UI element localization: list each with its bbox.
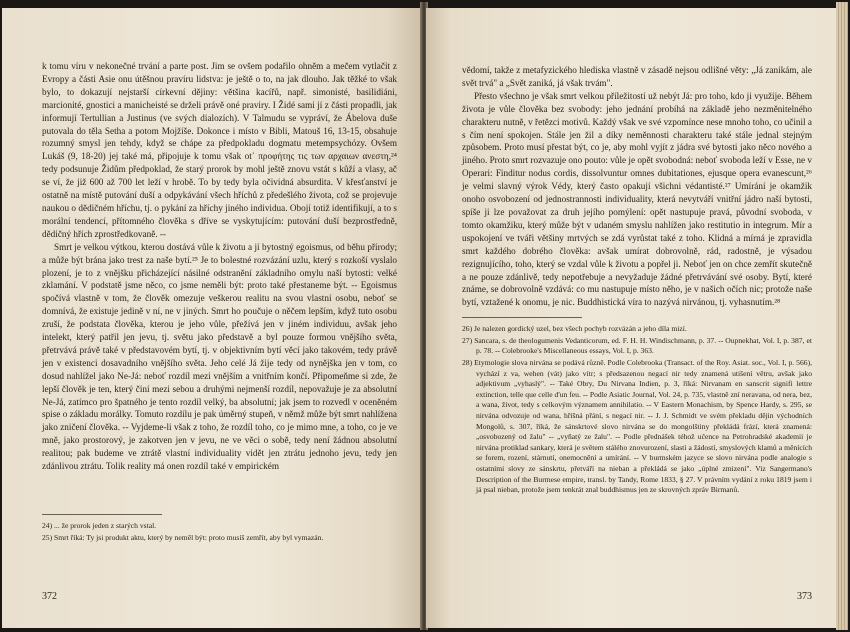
right-page [426,8,836,628]
right-footnotes [462,324,812,496]
right-paragraph-2: Přesto všechno je však smrt velkou příležitostí už nebýt Já: pro toho, kdo ji využije. Během života je vůle člověka bez svobody: jeho jednání probíhá na základě jeho nezměnitelného charakteru nutně, v řetězci motivů. Každý však ve své vzpomínce nese mnoho toho, co učinil a s čím není spokojen. Stále jen žil a díky neměnnosti charakteru také stále jednal stejným způsobem. Proto musí přestat být, co je, aby mohl vyjít z jádra své bytosti jako něco nového a jiného. Proto smrt rozvazuje ono pouto: vůle je opět svobodná: neboť svoboda leží v Esse, ne v Operari: Finditur nodus cordis, dissolvuntur omnes dubitationes, ejusque opera evanescunt,²⁶ je velmi slavný výrok Védy, který často opakují všichni védantisté.²⁷ Umírání je okamžik onoho osvobození od jednostrannosti individuality, která nevytváří vnitřní jádro naší bytosti, spíše ji lze považovat za druh jejího pomýlení: opět nastupuje pravá, původní svoboda, v tomto okamžiku, který může být v udaném smyslu nahlížen jako restitutio in integrum. Mír a uspokojení ve tváři většiny mrtvých se zdá vyrůstat také z toho. Klidná a mírná je zpravidla smrt každého dobrého člověka: avšak umírat dobrovolně, rád, radostně, je výsadou rezignujícího, toho, který se vzdal vůle k životu a popřel ji. Neboť jen on chce zemřít skutečně a ne pouze zdánlivě, tedy nepotřebuje a nevyžaduje žádné přetrvávání své osoby. Bytí, které známe, se dobrovolně vzdává: co mu nastupuje místo něho, je v našich očích nic; protože naše bytí, vztažené k onomu, je nic. Buddhistická víra to nazývá nirvánou, tj. vyhasnutím.²⁸ [462,90,812,308]
right-footnotes-block [462,317,812,496]
left-footnotes [42,521,397,543]
footnote-divider [42,514,162,515]
left-footnotes-block [42,506,397,544]
left-page [2,8,421,628]
footnote-divider [462,317,582,318]
left-paragraph-2: Smrt je velkou výtkou, kterou dostává vůle k životu a jí bytostný egoismus, od běhu přírody; a může být brána jako trest za naše bytí.²⁵ Je to bolestné rozvázání uzlu, který s rozkoší vyslalo plození, je to z vnějšku přicházející násilné odstranění základního omylu naší bytosti: velké zklamání. V podstatě jsme něco, co jsme neměli být: proto také přestaneme být. -- Egoismus spočívá vlastně v tom, že člověk omezuje veškerou realitu na svou vlastní osobu, neboť se domnívá, že existuje jedině v ní, ne v jiných. Smrt ho poučuje o něčem lepším, když tuto osobu zruší, že podstata člověka, kterou je jeho vůle, přežívá jen v jiném individuu, avšak jeho intelekt, který patřil jen jevu, tj. světu jako představě a byl pouze formou vnějšího světa, přetrvává právě také v představovém bytí, tj. v objektivním bytí věcí jako takovém, tedy právě jen v existenci dosavadního vnějšího světa. Jeho celé Já žije tedy od nynějška jen v tom, co dosud nahlížel jako Ne-Já: neboť rozdíl mezi vnějším a vnitřním končí. Připomeňme si zde, že lepší člověk je ten, který činí mezi sebou a druhými nejmenší rozdíl, nepovažuje je za absolutní Ne-Já, zatímco pro špatného je tento rozdíl velký, ba absolutní; jak jsem to rozvedl v oceněném spise o základu morálky. Tomuto rozdílu je pak úměrný stupeň, v němž může být smrt nahlížena jako zničení člověka. -- Vyjdeme-li však z toho, že rozdíl toho, co je mimo mne, a toho, co je ve mně, jako prostorový, je zakotven jen v jevu, ne ve věci o sobě, tedy není žádnou absolutní realitou; pak budeme ve ztrátě vlastní individuality vidět jen ztrátu jednoho jevu, tedy jen zdánlivou ztrátu. Tolik reality má onen rozdíl také v empirickém [42,241,397,472]
book-spread [2,2,848,630]
right-page-body [462,64,812,309]
right-page-number: 373 [797,591,812,602]
right-paragraph-1: vědomí, takže z metafyzického hlediska vlastně v zásadě nejsou odlišné věty: „Já zanikám, ale svět trvá" a „Svět zaniká, já však trvám". [462,65,812,88]
footnote-25: 25) Smrt říká: Ty jsi produkt aktu, který by neměl být: proto musíš zemřít, aby byl vymazán. [42,532,324,542]
page-edges [836,2,848,630]
left-page-number: 372 [42,591,57,602]
footnote-26: 26) Je nalezen gordický uzel, bez všech pochyb rozvázán a jeho díla mizí. [462,324,687,334]
footnote-24: 24) ... že prorok jeden z starých vstal. [42,521,157,530]
left-page-body [42,60,397,473]
left-paragraph-1: k tomu víru v nekonečné trvání a parte post. Jim se ovšem podařilo ohněm a mečem vytlačit z Evropy a části Asie onu útěšnou pravíru lidstva: je ještě o to, na jak dlouho. Jak těžké to však bylo, to dokazují nejstarší církevní dějiny: většina kacířů, např. simonisté, basilidiáni, marcionité, gnostici a manicheisté se drželi právě oné praviry. I Židé sami jí z části propadli, jak informují Tertullian a Justinus (ve svých dialozích). V Talmudu se vypráví, že Ábelova duše putovala do těla Setha a potom Mojžíše. Dokonce i místo v Bibli, Matouš 16, 13-15, obsahuje rozumný smysl jen tehdy, když se chápe za předpokladu dogmatu metempsychózy. Ovšem Lukáš (9, 18-20) jej také má, připojuje k tomu však ot᾽ προφήτης τις των αρχαιων ανεστη,²⁴ tedy podsunuje Židům předpoklad, že starý prorok by mohl ještě znovu vstát s kůží a vlasy, ač se ví, že již 600 až 700 let leží v hrobě. To by tedy byla očividná absurdita. V křesťanství je ostatně na místě putování duší a odpykávání všech hříchů z předešlého života, což se projevuje naukou o dědičném hříchu, tj. o pykání za hříchy jiného individua. Obojí totiž identifikují, a to s morální tendencí, přítomného člověka s dříve se vyskytujícím: putování duší bezprostředně, dědičný hřích zprostředkovaně. -- [42,61,397,239]
footnote-27: 27) Sancara, s. de theologumenis Vedanticorum, ed. F. H. H. Windischmann, p. 37. -- Oupnekhat, Vol. I, p. 387, et p. 78. -- Colebrooke's Miscellaneous essays, Vol. I, p. 363. [462,335,812,356]
footnote-28: 28) Etymologie slova nirvána se podává různě. Podle Colebrooka (Transact. of the Roy. Asiat. soc., Vol. I, p. 566), vychází z va, wehen (vát) jako vítr; s předsazenou negací nir tedy znamená utišení větru, avšak jako adjektivum „vyhaslý". -- Také Obry, Du Nirvana Indien, p. 3, říká: Nirvanam en sanscrit signifi lettre extinction, telle que celle d'un feu. -- Podle Asiatic Journal, Vol. 24, p. 735, vlastně zní neravana, od nera, bez, a wana, život, tedy s celkovým významem annihilatio. -- V Eastern Monachism, by Spence Hardy, s. 295, se nirvána odvozuje od wana, hříšná přání, s negací nir. -- J. J. Schmidt ve svém překladu dějin východních Mongolů, s. 307, říká, že sánskrtové slovo nirvána se do mongolštiny překládá frází, která znamená: „osvobozený od žalu" -- „vyňatý ze žalu". -- Podle přednášek téhož učence na Petrohradské akademii je nirvána protiklad sankary, která je světem stálého znovurození, slastí a žádostí, smyslových klamů a měnících se forem, rození, stárnutí, onemocnění a umírání. -- V burmském jazyce se slovo nirvána podle analogie s ostatními slovy ze sánskrtu, přetváří na nieban a překládá se jako „úplné zmizení". Viz Sangermano's Description of the Burmese empire, transl. by Tandy, Rome 1833, § 27. V právním vydání z roku 1819 jsem i já psal nieban, protože jsem tenkrát znal buddhismus jen ze skrovných zpráv Birmanů. [462,358,812,495]
